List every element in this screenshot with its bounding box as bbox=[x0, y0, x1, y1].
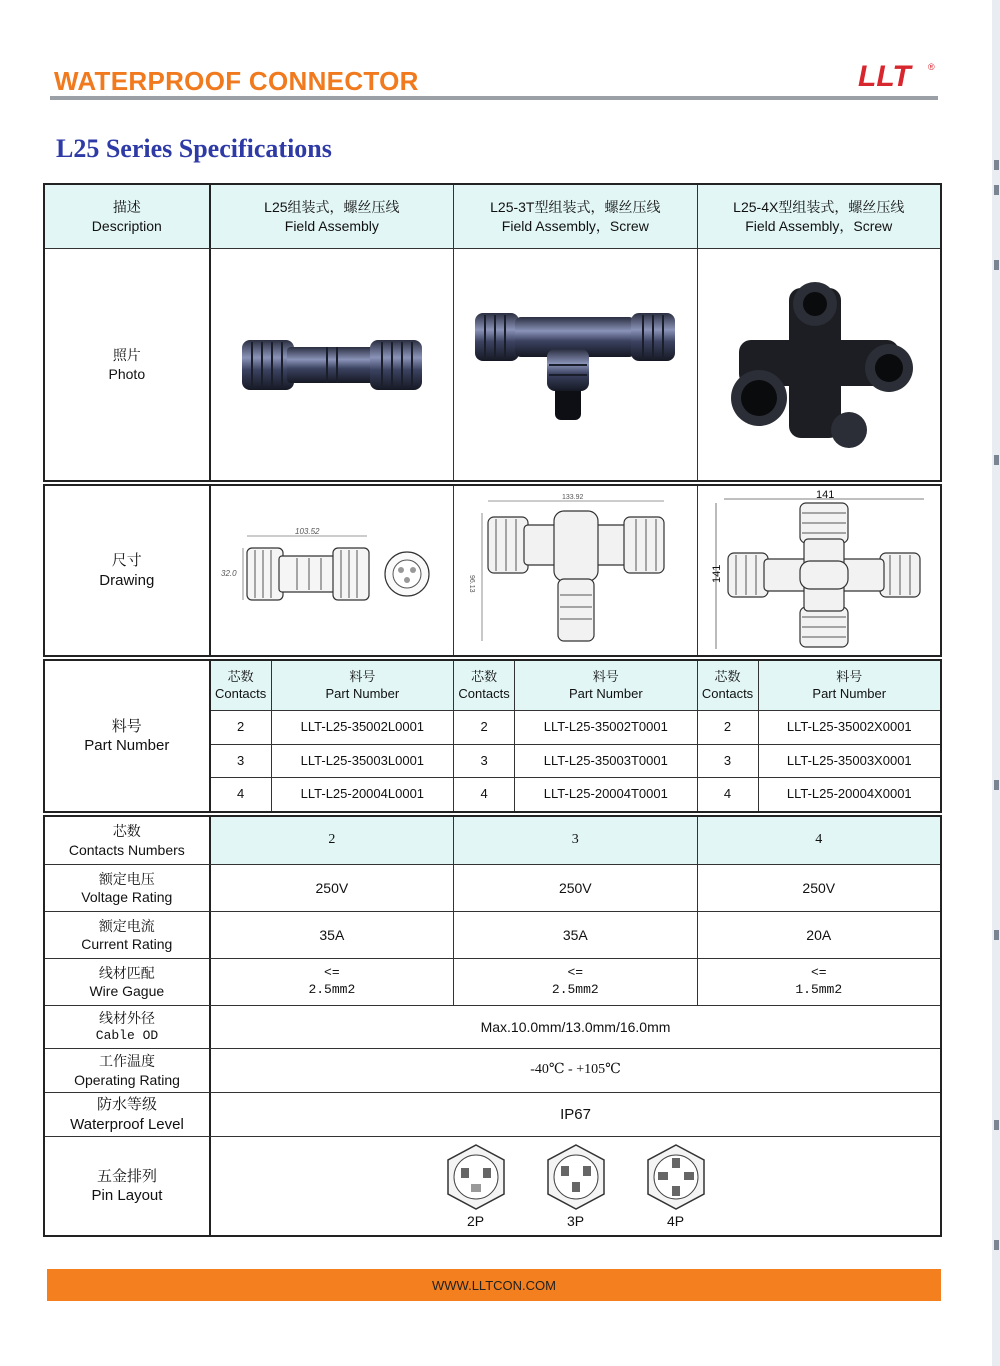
waterproof-row: 防水等级 Waterproof Level IP67 bbox=[45, 1093, 940, 1137]
part-number-header bbox=[454, 661, 696, 711]
part-header: 料号 Part Number bbox=[568, 669, 643, 701]
temp-row: 工作温度 Operating Rating -40℃ - +105℃ bbox=[45, 1049, 940, 1093]
spec-table bbox=[43, 815, 942, 1237]
page-title: WATERPROOF CONNECTOR bbox=[54, 66, 419, 96]
edge-mark bbox=[994, 160, 999, 170]
svg-text:103.52: 103.52 bbox=[294, 526, 320, 536]
temp-label: 工作温度 Operating Rating bbox=[45, 1049, 211, 1092]
cable-label: 线材外径 Cable OD bbox=[45, 1006, 211, 1048]
desc-col-l25: L25组装式，螺丝压线 Field Assembly bbox=[211, 185, 454, 248]
table-row: 4 LLT-L25-20004T0001 bbox=[454, 778, 696, 811]
part-header: 料号 Part Number bbox=[812, 669, 887, 701]
table-row: 3 LLT-L25-35003T0001 bbox=[454, 745, 696, 778]
svg-text:32.0: 32.0 bbox=[220, 568, 237, 578]
drawing-l25-3t bbox=[454, 486, 697, 655]
drawing-row bbox=[45, 486, 940, 655]
table-row: 3 LLT-L25-35003L0001 bbox=[211, 745, 453, 778]
part-number-header bbox=[698, 661, 940, 711]
waterproof-label: 防水等级 Waterproof Level bbox=[45, 1093, 211, 1136]
pin-2p: 2P bbox=[441, 1142, 511, 1230]
part-number-group-4x bbox=[698, 661, 940, 811]
footer-url[interactable]: WWW.LLTCON.COM bbox=[432, 1277, 556, 1293]
photo-l25-3t bbox=[454, 249, 697, 480]
pin-4p-diagram bbox=[641, 1142, 711, 1212]
voltage-label: 额定电压 Voltage Rating bbox=[45, 865, 211, 911]
contacts-header: 芯数 Contacts bbox=[211, 661, 272, 710]
wire-label: 线材匹配 Wire Gague bbox=[45, 959, 211, 1005]
edge-mark bbox=[994, 455, 999, 465]
edge-mark bbox=[994, 1120, 999, 1130]
part-number-header bbox=[211, 661, 453, 711]
edge-mark bbox=[994, 780, 999, 790]
llt-logo bbox=[856, 58, 940, 94]
drawing-l25-4x bbox=[698, 486, 940, 655]
contacts-header: 芯数 Contacts bbox=[698, 661, 759, 710]
contacts-label: 芯数 Contacts Numbers bbox=[45, 817, 211, 864]
pin-layout-row bbox=[45, 1137, 940, 1235]
pin-4p: 4P bbox=[641, 1142, 711, 1230]
drawing-label: 尺寸 Drawing bbox=[45, 486, 211, 655]
desc-col-l25-3t: L25-3T型组装式，螺丝压线 Field Assembly，Screw bbox=[454, 185, 697, 248]
pin-3p-diagram bbox=[541, 1142, 611, 1212]
table-row: 3 LLT-L25-35003X0001 bbox=[698, 745, 940, 778]
part-number-row bbox=[45, 661, 940, 811]
svg-text:96.13: 96.13 bbox=[468, 574, 476, 593]
svg-text:141: 141 bbox=[710, 564, 723, 583]
svg-text:133.92: 133.92 bbox=[562, 493, 584, 501]
description-row bbox=[45, 185, 940, 249]
table-row: 4 LLT-L25-20004L0001 bbox=[211, 778, 453, 811]
svg-text:®: ® bbox=[928, 62, 935, 72]
edge-mark bbox=[994, 260, 999, 270]
edge-mark bbox=[994, 185, 999, 195]
edge-mark bbox=[994, 1240, 999, 1250]
page-edge-strip bbox=[992, 0, 1000, 1366]
header-divider bbox=[50, 96, 938, 100]
table-row: 2 LLT-L25-35002T0001 bbox=[454, 711, 696, 745]
current-row: 额定电流 Current Rating 35A 35A 20A bbox=[45, 912, 940, 959]
edge-mark bbox=[994, 930, 999, 940]
wire-row: 线材匹配 Wire Gague <= 2.5mm2 <= 2.5mm2 <= 1.5mm2 bbox=[45, 959, 940, 1006]
cable-row: 线材外径 Cable OD Max.10.0mm/13.0mm/16.0mm bbox=[45, 1006, 940, 1049]
contacts-header: 芯数 Contacts bbox=[454, 661, 515, 710]
drawing-l25-straight bbox=[211, 486, 454, 655]
part-number-group-l25 bbox=[211, 661, 454, 811]
part-header: 料号 Part Number bbox=[325, 669, 400, 701]
drawing-3t-svg bbox=[460, 491, 690, 651]
table-row: 2 LLT-L25-35002X0001 bbox=[698, 711, 940, 745]
table-row: 4 LLT-L25-20004X0001 bbox=[698, 778, 940, 811]
table-row: 2 LLT-L25-35002L0001 bbox=[211, 711, 453, 745]
photo-label: 照片 Photo bbox=[45, 249, 211, 480]
footer-bar bbox=[47, 1269, 941, 1301]
part-number-table bbox=[43, 659, 942, 813]
drawing-l25-svg bbox=[217, 526, 447, 616]
part-number-group-3t bbox=[454, 661, 697, 811]
svg-text:141: 141 bbox=[815, 488, 835, 501]
pin-layout-label: 五金排列 Pin Layout bbox=[45, 1137, 211, 1235]
drawing-table bbox=[43, 484, 942, 657]
photo-row bbox=[45, 249, 940, 480]
part-number-label: 料号 Part Number bbox=[45, 661, 211, 811]
photo-l25-4x bbox=[698, 249, 940, 480]
description-label: 描述 Description bbox=[45, 185, 211, 248]
series-title: L25 Series Specifications bbox=[56, 134, 332, 163]
voltage-row: 额定电压 Voltage Rating 250V 250V 250V bbox=[45, 865, 940, 912]
current-label: 额定电流 Current Rating bbox=[45, 912, 211, 958]
pin-3p: 3P bbox=[541, 1142, 611, 1230]
drawing-4x-svg bbox=[704, 489, 934, 653]
pin-2p-diagram bbox=[441, 1142, 511, 1212]
description-photo-table bbox=[43, 183, 942, 482]
contacts-row: 芯数 Contacts Numbers 2 3 4 bbox=[45, 817, 940, 865]
svg-text:LLT: LLT bbox=[858, 60, 911, 93]
photo-l25-straight bbox=[211, 249, 454, 480]
pin-layout-figures bbox=[211, 1137, 940, 1235]
desc-col-l25-4x: L25-4X型组装式，螺丝压线 Field Assembly，Screw bbox=[733, 199, 905, 234]
